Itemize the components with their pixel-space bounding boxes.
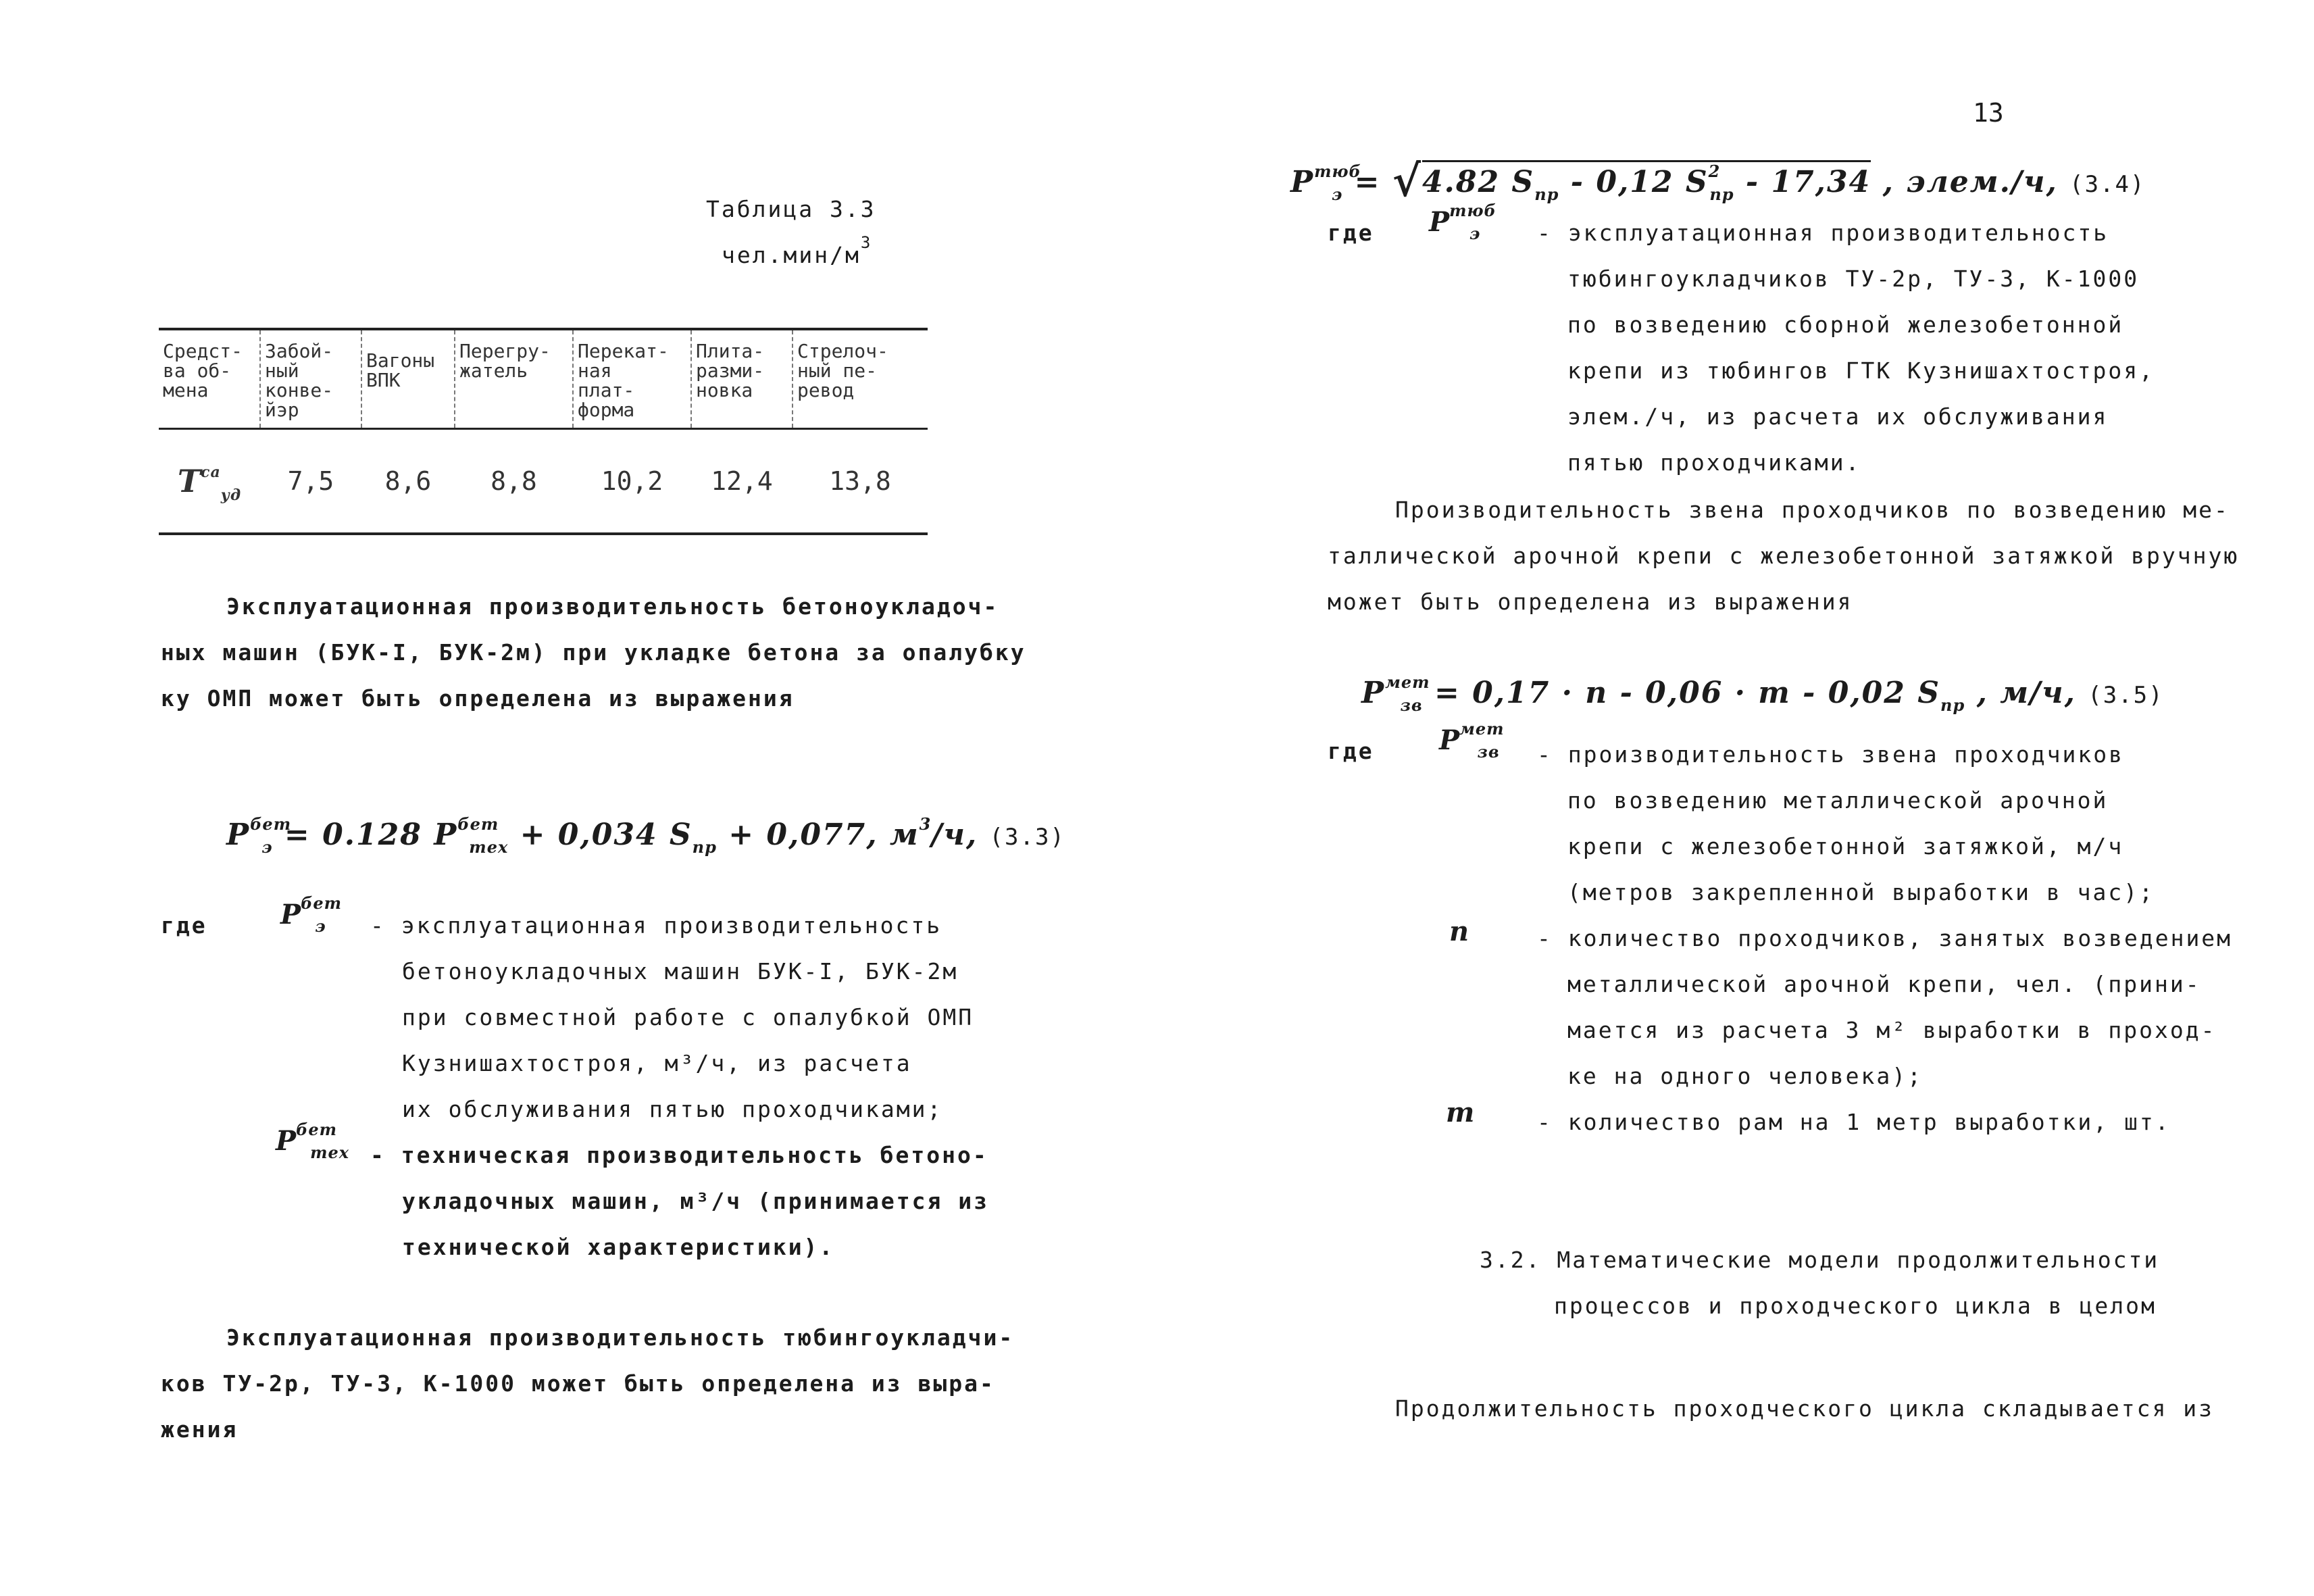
definition-line: - эксплуатационная производительность xyxy=(1537,220,2109,246)
table-cell: 8,8 xyxy=(455,429,573,534)
definition-line: их обслуживания пятью проходчиками; xyxy=(402,1096,943,1122)
definition-line: - количество рам на 1 метр выработки, шт. xyxy=(1537,1109,2171,1135)
definition-line: - количество проходчиков, занятых возведением xyxy=(1537,925,2233,951)
section-title: процессов и проходческого цикла в целом xyxy=(1554,1293,2157,1319)
table-header-cell: Средст- ва об- мена xyxy=(159,329,260,429)
paragraph-line: может быть определена из выражения xyxy=(1328,589,1853,615)
table-caption: Таблица 3.3 xyxy=(706,196,876,222)
right-page xyxy=(1149,0,2314,1596)
formula-3-4: $P^{тюб}_э = √4.82$ $S_{пр} - 0,12$ $S^2_{пр} - 17,34$ , элем./ч, (3.4) xyxy=(1290,156,2146,207)
table-cell: 7,5 xyxy=(260,429,361,534)
def-symbol: $P^{мет}_{зв}$ xyxy=(1439,719,1505,762)
definition-line: по возведению металлической арочной xyxy=(1567,787,2109,814)
paragraph-line: Эксплуатационная производительность тюбингоукладчи- xyxy=(226,1324,1015,1351)
definition-line: бетоноукладочных машин БУК-I, БУК-2м xyxy=(402,958,959,984)
definition-line: ке на одного человека); xyxy=(1567,1063,1923,1089)
table-header-cell: Перегру- жатель xyxy=(455,329,573,429)
definition-line: - эксплуатационная производительность xyxy=(370,912,942,939)
table-header-cell: Стрелоч- ный пе- ревод xyxy=(793,329,928,429)
table-units: $чел.мин/м^3$ xyxy=(722,233,872,268)
definition-line: тюбингоукладчиков ТУ-2р, ТУ-3, К-1000 xyxy=(1567,266,2140,292)
definition-line: - производительность звена проходчиков xyxy=(1537,741,2124,768)
paragraph-line: Производительность звена проходчиков по возведению ме- xyxy=(1395,497,2230,523)
table-cell: 13,8 xyxy=(793,429,928,534)
definition-line: крепи из тюбингов ГТК Кузнишахтостроя, xyxy=(1567,357,2155,384)
table-header-row xyxy=(159,329,928,429)
table-header-cell: Вагоны ВПК xyxy=(361,329,455,429)
paragraph-line: таллической арочной крепи с железобетонной затяжкой вручную xyxy=(1328,543,2240,569)
where-label: где xyxy=(1328,738,1374,764)
definition-line: пятью проходчиками. xyxy=(1567,449,1861,476)
table-cell: 10,2 xyxy=(573,429,691,534)
data-table xyxy=(159,328,928,535)
where-label: где xyxy=(161,912,207,939)
definition-line: - техническая производительность бетоно- xyxy=(370,1142,988,1168)
table-cell: 8,6 xyxy=(361,429,455,534)
paragraph-line: ку ОМП может быть определена из выражения xyxy=(161,685,795,712)
definition-line: элем./ч, из расчета их обслуживания xyxy=(1567,403,2109,430)
definition-line: при совместной работе с опалубкой ОМП xyxy=(402,1004,974,1030)
formula-3-3: $P^{бет}_э = 0.128$ $P^{бет}_{тех} + 0,034$ $S_{пр} + 0,077$, $м^3/ч$, (3.3) xyxy=(226,814,1065,857)
paragraph-line: Эксплуатационная производительность бетоноукладоч- xyxy=(226,593,999,620)
table-header-cell: Плита- разми- новка xyxy=(691,329,793,429)
left-page xyxy=(0,0,1065,1596)
definition-line: (метров закрепленной выработки в час); xyxy=(1567,879,2155,905)
table-row xyxy=(159,429,928,534)
definition-line: по возведению сборной железобетонной xyxy=(1567,311,2124,338)
definition-line: мается из расчета 3 м² выработки в проход- xyxy=(1567,1017,2217,1043)
def-symbol: n xyxy=(1449,916,1469,947)
def-symbol: m xyxy=(1446,1097,1475,1128)
definition-line: укладочных машин, м³/ч (принимается из xyxy=(402,1188,989,1214)
definition-line: технической характеристики). xyxy=(402,1234,835,1260)
definition-line: металлической арочной крепи, чел. (прини- xyxy=(1567,971,2201,997)
def-symbol: $P^{тюб}_э$ xyxy=(1429,201,1496,243)
table-header-cell: Перекат- ная плат- форма xyxy=(573,329,691,429)
paragraph-line: жения xyxy=(161,1416,238,1443)
table-header-cell: Забой- ный конве- йэр xyxy=(260,329,361,429)
table-cell: 12,4 xyxy=(691,429,793,534)
paragraph-line: Продолжительность проходческого цикла складывается из xyxy=(1395,1395,2214,1422)
definition-line: Кузнишахтостроя, м³/ч, из расчета xyxy=(402,1050,912,1076)
paragraph-line: ков ТУ-2р, ТУ-3, К-1000 может быть определена из выра- xyxy=(161,1370,995,1397)
page-number: 13 xyxy=(1973,98,2004,128)
row-symbol: $T^{ca}_{уд}$ xyxy=(159,429,260,534)
section-title: 3.2. Математические модели продолжительности xyxy=(1480,1247,2160,1273)
where-label: где xyxy=(1328,220,1374,246)
definition-line: крепи с железобетонной затяжкой, м/ч xyxy=(1567,833,2124,859)
formula-3-5: $P^{мет}_{зв} = 0,17 \cdot n - 0,06 \cdot m - 0,02$ $S_{пр}$ , м/ч, (3.5) xyxy=(1361,672,2164,715)
def-symbol: $P^{бет}_{тех}$ xyxy=(276,1120,350,1162)
paragraph-line: ных машин (БУК-I, БУК-2м) при укладке бетона за опалубку xyxy=(161,639,1026,666)
def-symbol: $P^{бет}_э$ xyxy=(280,893,343,936)
